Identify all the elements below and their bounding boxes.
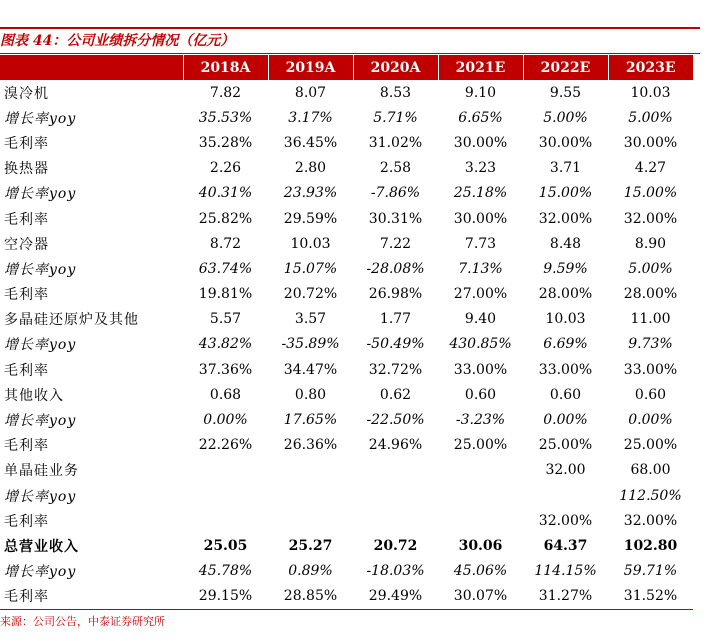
value-cell: 8.90	[634, 235, 667, 252]
value-cell: 33.00%	[538, 361, 593, 378]
table-row	[0, 458, 693, 483]
value-cell: 35.28%	[198, 134, 253, 151]
value-cell	[183, 508, 268, 533]
value-cell: -50.49%	[366, 336, 425, 353]
header-cell-2018a: 2018A	[183, 55, 268, 80]
table-row	[0, 181, 693, 206]
value-cell	[268, 508, 353, 533]
value-cell: 25.00%	[623, 437, 678, 454]
value-cell: 8.48	[549, 235, 582, 252]
value-cell: 6.69%	[543, 336, 588, 353]
value-cell: 15.07%	[283, 260, 338, 277]
value-cell: 2.26	[209, 160, 242, 177]
value-cell: 430.85%	[449, 336, 512, 353]
row-label: 毛利率	[4, 211, 49, 228]
value-cell: 34.47%	[283, 361, 338, 378]
value-cell: 31.52%	[608, 584, 693, 610]
value-cell: 35.53%	[198, 109, 253, 126]
value-cell: -28.08%	[366, 260, 425, 277]
value-cell: 33.00%	[623, 361, 678, 378]
row-label: 毛利率	[4, 287, 49, 304]
value-cell: 32.00%	[538, 210, 593, 227]
value-cell: 25.05	[203, 537, 248, 554]
value-cell: 3.71	[549, 160, 582, 177]
value-cell: 27.00%	[453, 286, 508, 303]
value-cell: 45.78%	[198, 563, 253, 580]
source-note: 来源：公司公告，中泰证券研究所	[0, 615, 165, 628]
value-cell	[353, 483, 438, 508]
value-cell: 4.27	[634, 160, 667, 177]
header-cell-2021e: 2021E	[438, 55, 523, 80]
value-cell: 30.00%	[453, 134, 508, 151]
title-rule	[0, 53, 700, 54]
value-cell	[183, 483, 268, 508]
value-cell: 6.65%	[458, 109, 503, 126]
table-header-row	[0, 55, 693, 80]
row-label: 毛利率	[4, 362, 49, 379]
header-cell-label	[0, 55, 183, 80]
value-cell: 32.00%	[623, 512, 678, 529]
value-cell: 29.49%	[353, 584, 438, 610]
value-cell	[438, 508, 523, 533]
table-row	[0, 407, 693, 432]
value-cell: 40.31%	[198, 185, 253, 202]
row-label: 毛利率	[4, 438, 49, 455]
value-cell: 0.89%	[288, 563, 333, 580]
top-rule	[0, 27, 700, 29]
value-cell: 0.00%	[203, 412, 248, 429]
value-cell: 29.59%	[283, 210, 338, 227]
value-cell: -22.50%	[366, 412, 425, 429]
value-cell: -18.03%	[366, 563, 425, 580]
value-cell: 23.93%	[283, 185, 338, 202]
value-cell: 31.02%	[368, 134, 423, 151]
value-cell: 37.36%	[198, 361, 253, 378]
value-cell: 8.07	[294, 84, 327, 101]
value-cell: 25.27	[288, 537, 333, 554]
value-cell: 9.40	[464, 311, 497, 328]
row-label: 其他收入	[4, 387, 64, 404]
value-cell: 0.80	[294, 386, 327, 403]
value-cell: 7.13%	[458, 260, 503, 277]
value-cell: 3.17%	[288, 109, 333, 126]
value-cell: 25.00%	[538, 437, 593, 454]
value-cell: 26.98%	[368, 286, 423, 303]
value-cell: 114.15%	[534, 563, 597, 580]
earnings-breakdown-table	[0, 55, 693, 610]
value-cell	[353, 508, 438, 533]
value-cell: 25.82%	[198, 210, 253, 227]
value-cell: 20.72%	[283, 286, 338, 303]
header-cell-2023e: 2023E	[608, 55, 693, 80]
value-cell	[438, 458, 523, 483]
value-cell: 102.80	[623, 537, 678, 554]
value-cell: 7.22	[379, 235, 412, 252]
value-cell: -3.23%	[455, 412, 506, 429]
value-cell: 30.31%	[368, 210, 423, 227]
value-cell	[268, 458, 353, 483]
value-cell: 36.45%	[283, 134, 338, 151]
value-cell: 3.23	[464, 160, 497, 177]
row-label: 空冷器	[4, 236, 49, 253]
table-row	[0, 80, 693, 105]
value-cell: 30.00%	[623, 134, 678, 151]
value-cell: 2.80	[294, 160, 327, 177]
table-row	[0, 533, 693, 558]
value-cell: 30.00%	[538, 134, 593, 151]
value-cell: 10.03	[630, 84, 671, 101]
value-cell: 15.00%	[538, 185, 593, 202]
table-row	[0, 433, 693, 458]
value-cell: 28.85%	[268, 584, 353, 610]
value-cell: 26.36%	[283, 437, 338, 454]
table-row	[0, 282, 693, 307]
row-label: 增长率yoy	[4, 413, 77, 430]
table-row	[0, 508, 693, 533]
value-cell: 32.00%	[538, 512, 593, 529]
header-cell-2019a: 2019A	[268, 55, 353, 80]
row-label: 毛利率	[4, 135, 49, 152]
row-label: 溴冷机	[4, 85, 49, 102]
value-cell: 0.60	[549, 386, 582, 403]
table-row	[0, 105, 693, 130]
table-row	[0, 231, 693, 256]
row-label: 总营业收入	[4, 538, 79, 555]
value-cell: 32.00	[545, 462, 586, 479]
value-cell: 10.03	[290, 235, 331, 252]
value-cell: 8.53	[379, 84, 412, 101]
row-label: 换热器	[4, 161, 49, 178]
table-row	[0, 559, 693, 584]
row-label: 多晶硅还原炉及其他	[4, 312, 139, 329]
value-cell: 17.65%	[283, 412, 338, 429]
value-cell: 25.18%	[453, 185, 508, 202]
value-cell: 64.37	[543, 537, 588, 554]
value-cell: 5.57	[209, 311, 242, 328]
value-cell: 9.55	[549, 84, 582, 101]
value-cell: 0.60	[464, 386, 497, 403]
table-row	[0, 382, 693, 407]
value-cell: 30.00%	[453, 210, 508, 227]
row-label: 增长率yoy	[4, 186, 77, 203]
value-cell: 3.57	[294, 311, 327, 328]
row-label: 毛利率	[4, 513, 49, 530]
value-cell: 5.71%	[373, 109, 418, 126]
value-cell: 33.00%	[453, 361, 508, 378]
value-cell: 0.68	[209, 386, 242, 403]
value-cell: 29.15%	[183, 584, 268, 610]
value-cell: 9.10	[464, 84, 497, 101]
figure-title: 图表 44：公司业绩拆分情况（亿元）	[0, 33, 235, 49]
value-cell: 30.07%	[438, 584, 523, 610]
value-cell: 20.72	[373, 537, 418, 554]
table-row	[0, 130, 693, 155]
value-cell: 31.27%	[523, 584, 608, 610]
value-cell	[353, 458, 438, 483]
table-row	[0, 584, 693, 610]
table-row	[0, 332, 693, 357]
value-cell: 0.60	[634, 386, 667, 403]
value-cell: 112.50%	[619, 487, 682, 504]
value-cell: 7.73	[464, 235, 497, 252]
value-cell: 30.06	[458, 537, 503, 554]
table-row	[0, 156, 693, 181]
value-cell	[183, 458, 268, 483]
table-row	[0, 307, 693, 332]
value-cell	[523, 483, 608, 508]
value-cell: 32.72%	[368, 361, 423, 378]
value-cell: 32.00%	[623, 210, 678, 227]
value-cell: 0.00%	[628, 412, 673, 429]
value-cell: 63.74%	[198, 260, 253, 277]
value-cell: 7.82	[209, 84, 242, 101]
value-cell: 22.26%	[198, 437, 253, 454]
table-body	[0, 80, 693, 609]
row-label: 单晶硅业务	[4, 463, 79, 480]
value-cell: 43.82%	[198, 336, 253, 353]
value-cell: 0.62	[379, 386, 412, 403]
value-cell: 28.00%	[623, 286, 678, 303]
row-label: 增长率yoy	[4, 261, 77, 278]
header-cell-2022e: 2022E	[523, 55, 608, 80]
value-cell: -35.89%	[281, 336, 340, 353]
value-cell: -7.86%	[370, 185, 421, 202]
value-cell: 10.03	[545, 311, 586, 328]
value-cell: 11.00	[630, 311, 671, 328]
value-cell: 15.00%	[623, 185, 678, 202]
value-cell: 9.59%	[543, 260, 588, 277]
table-row	[0, 206, 693, 231]
value-cell: 1.77	[379, 311, 412, 328]
value-cell: 2.58	[379, 160, 412, 177]
value-cell	[438, 483, 523, 508]
value-cell: 8.72	[209, 235, 242, 252]
value-cell: 5.00%	[628, 260, 673, 277]
value-cell: 5.00%	[543, 109, 588, 126]
value-cell: 5.00%	[628, 109, 673, 126]
header-cell-2020a: 2020A	[353, 55, 438, 80]
value-cell: 59.71%	[623, 563, 678, 580]
table-row	[0, 483, 693, 508]
value-cell: 0.00%	[543, 412, 588, 429]
value-cell: 28.00%	[538, 286, 593, 303]
value-cell: 45.06%	[453, 563, 508, 580]
value-cell: 25.00%	[453, 437, 508, 454]
row-label: 增长率yoy	[4, 564, 77, 581]
table-row	[0, 357, 693, 382]
value-cell: 68.00	[630, 462, 671, 479]
row-label: 增长率yoy	[4, 110, 77, 127]
row-label: 增长率yoy	[4, 337, 77, 354]
value-cell: 19.81%	[198, 286, 253, 303]
value-cell: 9.73%	[628, 336, 673, 353]
row-label: 毛利率	[0, 584, 183, 610]
table-row	[0, 256, 693, 281]
value-cell: 24.96%	[368, 437, 423, 454]
row-label: 增长率yoy	[4, 488, 77, 505]
value-cell	[268, 483, 353, 508]
